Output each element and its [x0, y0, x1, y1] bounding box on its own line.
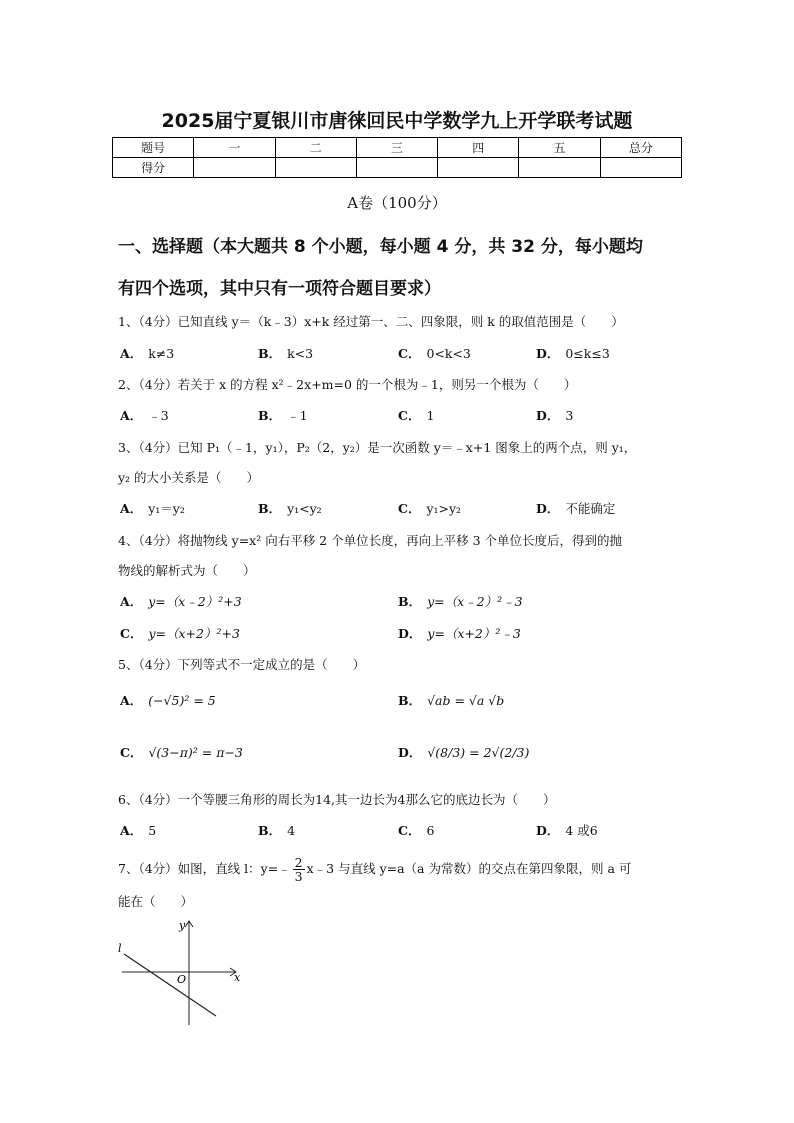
option-letter: C．: [398, 346, 421, 361]
option-text: y=（x﹣2）²+3: [148, 594, 242, 609]
question-3-stem-line1: 3、（4分）已知 P₁（﹣1，y₁），P₂（2，y₂）是一次函数 y＝﹣x+1 图象上的两个点，则 y₁，: [118, 440, 637, 455]
question-2-stem: 2、（4分）若关于 x 的方程 x²﹣2x+m=0 的一个根为﹣1，则另一个根为（ ）: [118, 377, 577, 392]
option-text: k<3: [287, 346, 314, 361]
q6-option-b[interactable]: [258, 821, 295, 841]
q5-option-d[interactable]: [398, 743, 529, 763]
score-table: [112, 137, 682, 178]
line-l-label: l: [118, 942, 122, 955]
option-letter: C．: [398, 823, 421, 838]
question-5-stem: 5、（4分）下列等式不一定成立的是（ ）: [118, 657, 366, 672]
question-6-stem: 6、（4分）一个等腰三角形的周长为14,其一边长为4那么它的底边长为（ ）: [118, 792, 556, 807]
fraction-numerator: 2: [294, 855, 303, 870]
q1-option-b[interactable]: [258, 344, 313, 364]
option-letter: B．: [398, 693, 422, 708]
q2-option-a[interactable]: [120, 406, 169, 426]
option-text: y₁<y₂: [287, 501, 322, 516]
option-letter: B．: [258, 501, 282, 516]
q5-option-b[interactable]: [398, 691, 504, 711]
option-text: y=（x+2）²﹣3: [427, 626, 521, 641]
option-formula: √(8/3) = 2√(2/3): [427, 745, 530, 760]
option-text: 6: [426, 823, 435, 838]
line-l: [124, 954, 216, 1016]
option-text: ﹣3: [148, 408, 169, 423]
section-heading-line1: 一、选择题（本大题共 8 个小题，每小题 4 分，共 32 分，每小题均: [118, 237, 643, 257]
option-text: 1: [426, 408, 435, 423]
q5-option-a[interactable]: [120, 691, 216, 711]
exam-title: 2025届宁夏银川市唐徕回民中学数学九上开学联考试题: [161, 110, 633, 132]
option-letter: C．: [398, 501, 421, 516]
option-text: y=（x﹣2）²﹣3: [427, 594, 523, 609]
y-axis-label: y: [179, 919, 186, 932]
option-letter: D．: [398, 745, 422, 760]
q3-option-a[interactable]: [120, 499, 185, 519]
score-cell: 题号: [113, 138, 194, 158]
score-cell: 三: [356, 138, 437, 158]
option-text: 不能确定: [565, 501, 616, 516]
score-input-cell[interactable]: [600, 158, 681, 178]
q4-option-a[interactable]: [120, 592, 242, 612]
question-4-stem-line1: 4、（4分）将抛物线 y=x² 向右平移 2 个单位长度，再向上平移 3 个单位长度后，得到的抛: [118, 533, 622, 548]
option-letter: D．: [536, 823, 560, 838]
option-text: ﹣1: [287, 408, 308, 423]
q4-option-c[interactable]: [120, 624, 240, 644]
option-letter: C．: [120, 626, 143, 641]
q1-option-c[interactable]: [398, 344, 471, 364]
q7-stem-pre: 7、（4分）如图，直线 l：y=﹣: [118, 861, 291, 876]
option-formula: √ab = √a √b: [427, 693, 505, 708]
option-text: y₁>y₂: [426, 501, 462, 516]
option-letter: D．: [536, 501, 560, 516]
option-letter: C．: [120, 745, 143, 760]
q6-option-d[interactable]: [536, 821, 598, 841]
question-7-stem-line1: [118, 856, 688, 883]
option-text: 5: [148, 823, 157, 838]
q6-option-c[interactable]: [398, 821, 434, 841]
score-input-cell[interactable]: [356, 158, 437, 178]
score-table-score-row: [113, 158, 682, 178]
question-3-stem-line2: y₂ 的大小关系是（ ）: [118, 470, 260, 485]
option-letter: D．: [398, 626, 422, 641]
score-cell: 一: [194, 138, 275, 158]
origin-label: O: [177, 973, 187, 986]
score-row-label: 得分: [113, 158, 194, 178]
score-cell: 总分: [600, 138, 681, 158]
option-text: 4: [287, 823, 296, 838]
option-formula: √(3−π)² = π−3: [148, 745, 243, 760]
score-table-header-row: [113, 138, 682, 158]
option-text: 4 或6: [565, 823, 598, 838]
q2-option-c[interactable]: [398, 406, 434, 426]
score-cell: 四: [438, 138, 519, 158]
q7-fraction: [293, 856, 305, 883]
option-text: 0<k<3: [426, 346, 471, 361]
option-text: y=（x+2）²+3: [148, 626, 240, 641]
fraction-denominator: 3: [294, 869, 303, 884]
q3-option-b[interactable]: [258, 499, 322, 519]
q4-option-d[interactable]: [398, 624, 521, 644]
option-letter: B．: [258, 346, 282, 361]
section-heading-line2: 有四个选项，其中只有一项符合题目要求）: [118, 279, 441, 299]
q6-option-a[interactable]: [120, 821, 156, 841]
option-letter: A．: [120, 594, 143, 609]
score-input-cell[interactable]: [194, 158, 275, 178]
option-letter: A．: [120, 408, 143, 423]
option-letter: A．: [120, 823, 143, 838]
option-letter: C．: [398, 408, 421, 423]
paper-name: A卷（100分）: [347, 194, 447, 212]
option-letter: A．: [120, 693, 143, 708]
q3-option-d[interactable]: [536, 499, 615, 519]
option-letter: A．: [120, 346, 143, 361]
score-cell: 五: [519, 138, 600, 158]
score-input-cell[interactable]: [275, 158, 356, 178]
q3-option-c[interactable]: [398, 499, 461, 519]
option-text: 3: [565, 408, 574, 423]
q7-stem-post: x﹣3 与直线 y=a（a 为常数）的交点在第四象限，则 a 可: [306, 861, 632, 876]
x-axis-label: x: [234, 971, 241, 984]
question-7-stem-line2: 能在（ ）: [118, 894, 194, 909]
option-text: k≠3: [148, 346, 175, 361]
score-cell: 二: [275, 138, 356, 158]
q1-option-d[interactable]: [536, 344, 610, 364]
option-letter: D．: [536, 346, 560, 361]
option-letter: B．: [258, 408, 282, 423]
option-letter: B．: [258, 823, 282, 838]
q4-option-b[interactable]: [398, 592, 523, 612]
q2-option-d[interactable]: [536, 406, 573, 426]
option-text: y₁＝y₂: [148, 501, 185, 516]
q2-option-b[interactable]: [258, 406, 308, 426]
score-input-cell[interactable]: [519, 158, 600, 178]
option-text: 0≤k≤3: [565, 346, 610, 361]
option-formula: (−√5)² = 5: [148, 693, 216, 708]
q7-figure: [112, 915, 252, 1030]
option-letter: B．: [398, 594, 422, 609]
question-1-stem: 1、（4分）已知直线 y＝（k﹣3）x+k 经过第一、二、四象限，则 k 的取值范围是（ ）: [118, 314, 624, 329]
q5-option-c[interactable]: [120, 743, 243, 763]
option-letter: D．: [536, 408, 560, 423]
question-4-stem-line2: 物线的解析式为（ ）: [118, 563, 256, 578]
score-input-cell[interactable]: [438, 158, 519, 178]
q1-option-a[interactable]: [120, 344, 174, 364]
option-letter: A．: [120, 501, 143, 516]
